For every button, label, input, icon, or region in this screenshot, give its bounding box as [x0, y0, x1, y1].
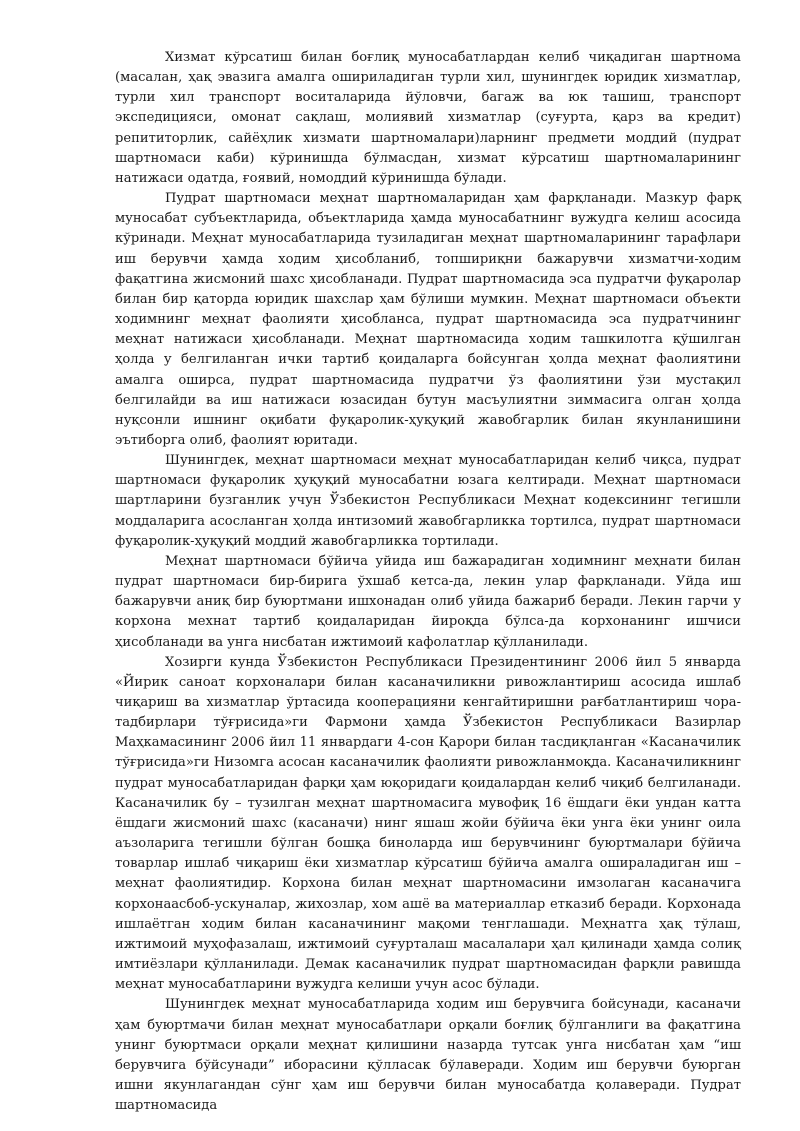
paragraph-services-contract: Хизмат кўрсатиш билан боғлиқ муносабатлардан келиб чиқадиган шартнома (масалан, ҳақ эвазига амалга ошириладиган турли хил, шунингдек юридик хизматлар, турли хил транспорт воситаларида йўловчи, багаж ва юк ташиш, транспорт экспедицияси, омонат сақлаш, молиявий хизматлар (суғурта, қарз ва кредит) репититорлик, сайёҳлик хизмати шартномалари)ларнинг предмети моддий (пудрат шартномаси каби) кўринишда бўлмасдан, хизмат кўрсатиш шартномаларининг натижаси одатда, ғоявий, номоддий кўринишда бўлади. [115, 50, 741, 186]
paragraph-labor-vs-contract: Пудрат шартномаси меҳнат шартномаларидан ҳам фарқланади. Мазкур фарқ муносабат субъектларида, объектларида ҳамда муносабатнинг вужудга келиш асосида кўринади. Меҳнат муносабатларида тузиладиган меҳнат шартномаларининг тарафлари иш берувчи ҳамда ходим ҳисобланиб, топшириқни бажарувчи хизматчи-ходим фақатгина жисмоний шахс ҳисобланади. Пудрат шартномасида эса пудратчи фуқаролар билан бир қаторда юридик шахслар ҳам бўлиши мумкин. Меҳнат шартномаси объекти ходимнинг меҳнат фаолияти ҳисобланса, пудрат шартномасида эса пудратчининг меҳнат натижаси ҳисобланади. Меҳнат шартномасида ходим ташкилотга қўшилган ҳолда у белгиланган ички тартиб қоидаларга бойсунган ҳолда меҳнат фаолиятини амалга оширса, пудрат шартномасида пудратчи ўз фаолиятини ўзи мустақил белгилайди ва иш натижаси юзасидан бутун масъулиятни зиммасига олган ҳолда нуқсонли ишнинг оқибати фуқаролик-ҳуқуқий жавобгарлик билан якунланишини эътиборга олиб, фаолият юритади. [115, 191, 741, 448]
paragraph-home-worker: Меҳнат шартномаси бўйича уйида иш бажарадиган ходимнинг меҳнати билан пудрат шартномаси бир-бирига ўхшаб кетса-да, лекин улар фарқланади. Уйда иш бажарувчи аниқ бир буюртмани ишхонадан олиб уйида бажариб беради. Лекин гарчи у корхона мехнат тартиб қоидаларидан йироқда бўлса-да корхонанинг ишчиси ҳисобланади ва унга нисбатан ижтимоий кафолатлар қўлланилади. [115, 553, 741, 650]
paragraph-liability: Шунингдек, меҳнат шартномаси меҳнат муносабатларидан келиб чиқса, пудрат шартномаси фуқаролик ҳуқуқий муносабатни юзага келтиради. Меҳнат шартномаси шартларини бузганлик учун Ўзбекистон Республикаси Меҳнат кодексининг тегишли моддаларига асосланган ҳолда интизомий жавобгарликка тортилса, пудрат шартномаси фуқаролик-ҳуқуқий моддий жавобгарликка тортилади. [115, 453, 741, 549]
document-page [115, 48, 741, 1116]
paragraph-kasanachilik: Хозирги кунда Ўзбекистон Республикаси Президентининг 2006 йил 5 январда «Йирик саноат корхоналари билан касаначиликни ривожлантириш асосида ишлаб чиқариш ва хизматлар ўртасида кооперацияни кенгайтиришни рағбатлантириш чора-тадбирлари тўғрисида»ги Фармони ҳамда Ўзбекистон Республикаси Вазирлар Маҳкамасининг 2006 йил 11 январдаги 4-сон Қарори билан тасдиқланган «Касаначилик тўғрисида»ги Низомга асосан касаначилик фаолияти ривожланмоқда. Касаначиликнинг пудрат муносабатларидан фарқи ҳам юқоридаги қоидалардан келиб чиқиб белгиланади. Касаначилик бу – тузилган меҳнат шартномасига мувофиқ 16 ёшдаги ёки ундан катта ёшдаги жисмоний шахс (касаначи) нинг яшаш жойи бўйича ёки унга ёки унинг оила аъзоларига тегишли бўлган бошқа биноларда иш берувчининг буюртмалари бўйича товарлар ишлаб чиқариш ёки хизматлар кўрсатиш бўйича амалга ошираладиган иш – меҳнат фаолиятидир. Корхона билан меҳнат шартномасини имзолаган касаначига корхонаасбоб-ускуналар, жихозлар, хом ашё ва материаллар етказиб беради. Корхонада ишлаётган ходим билан касаначининг мақоми тенглашади. Меҳнатга ҳақ тўлаш, ижтимоий муҳофазалаш, ижтимоий суғурталаш масалалари ҳал қилинади ҳамда солиқ имтиёзлари қўлланилади. Демак касаначилик пудрат шартномасидан фарқли равишда меҳнат муносабатларини вужудга келиши учун асос бўлади. [115, 654, 741, 993]
paragraph-subordination: Шунингдек меҳнат муносабатларида ходим иш берувчига бойсунади, касаначи ҳам буюртмачи билан меҳнат муносабатлари орқали боғлиқ бўлганлиги ва фақатгина унинг буюртмаси орқали меҳнат қилишини назарда тутсак унга нисбатан ҳам “иш берувчига бўйсунади” иборасини қўлласак бўлаверади. Ходим иш берувчи буюрган ишни якунлагандан сўнг ҳам иш берувчи билан муносабатда қолаверади. Пудрат шартномасида [115, 997, 741, 1114]
